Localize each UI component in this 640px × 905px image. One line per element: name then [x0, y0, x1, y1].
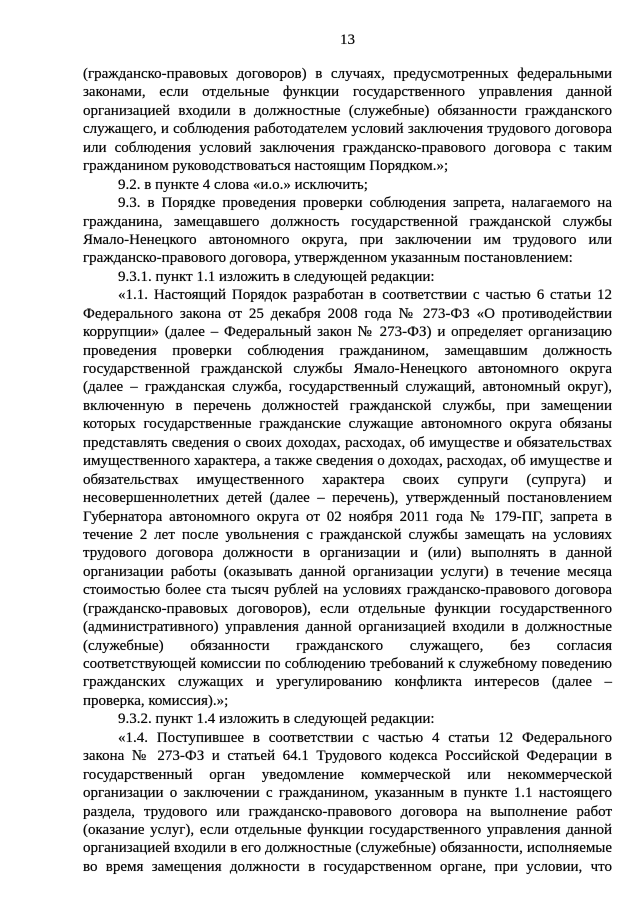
text-line: организацией входили в его должностные (служебные) обязанности, исполняемые	[83, 840, 612, 857]
paragraph	[83, 286, 612, 710]
text-line: гражданских служащих и урегулированию конфликта интересов (далее –	[83, 674, 612, 691]
text-line: (оказание услуг), если отдельные функции государственного управления данной	[83, 821, 612, 838]
paragraph	[83, 729, 612, 877]
text-line: (гражданско-правовых договоров) в случаях, предусмотренных федеральными	[83, 66, 612, 82]
text-line: включенную в перечень должностей гражданской службы, при замещении	[83, 397, 612, 414]
text-line: гражданско-правового договора, утвержденном указанным постановлением:	[83, 250, 573, 267]
text-line: или соблюдения условий заключения гражданско-правового договора с таким	[83, 139, 612, 156]
text-line: законами, если отдельные функции государственного управления данной	[83, 84, 612, 101]
paragraph	[83, 194, 612, 268]
text-line: организации о заключении с гражданином, указанным в пункте 1.1 настоящего	[83, 785, 612, 802]
paragraph	[83, 176, 612, 194]
text-line: обязательствах имущественного характера своих супруги (супруга) и	[83, 471, 612, 488]
paragraph	[83, 710, 612, 728]
text-line: 9.3.2. пункт 1.4 изложить в следующей редакции:	[118, 711, 435, 728]
text-line: государственной гражданской службы Ямало-Ненецкого автономного округа	[83, 361, 612, 377]
text-line: которых государственные гражданские служащие автономного округа обязаны	[83, 416, 612, 433]
text-line: 9.2. в пункте 4 слова «и.о.» исключить;	[118, 176, 368, 193]
text-line: соответствующей комиссии по соблюдению требований к служебному поведению	[83, 656, 612, 672]
text-line: 9.3. в Порядке проведения проверки соблюдения запрета, налагаемого на	[118, 195, 612, 212]
text-line: гражданином руководствоваться настоящим Порядком.»;	[83, 158, 449, 175]
text-line: (административного) управления данной организацией входили в должностные	[83, 619, 612, 636]
page-number: 13	[340, 32, 355, 48]
text-line: проверка, комиссия).»;	[83, 692, 229, 709]
document-body	[83, 65, 612, 876]
text-line: закона № 273-ФЗ и статьей 64.1 Трудового кодекса Российской Федерации в	[83, 748, 612, 765]
text-line: гражданина, замещавшего должность государственной гражданской службы	[83, 213, 612, 230]
text-line: «1.4. Поступившее в соответствии с частью 4 статьи 12 Федерального	[118, 729, 612, 746]
text-line: Губернатора автономного округа от 02 ноября 2011 года № 179-ПГ, запрета в	[83, 508, 612, 525]
text-line: трудового договора должности в организации и (или) выполнять в данной	[83, 545, 612, 562]
text-line: представлять сведения о своих доходах, расходах, об имуществе и обязательствах	[83, 434, 612, 451]
text-line: государственный орган уведомление коммерческой или некоммерческой	[83, 766, 612, 783]
text-line: Федерального закона от 25 декабря 2008 года № 273-ФЗ «О противодействии	[83, 305, 612, 322]
text-line: (далее – гражданская служба, государственный служащий, автономный округ),	[83, 379, 612, 396]
text-line: (гражданско-правовых договоров), если отдельные функции государственного	[83, 600, 612, 617]
text-line: стоимостью более ста тысяч рублей на условиях гражданско-правового договора	[83, 582, 612, 599]
text-line: раздела, трудового или гражданско-правового договора на выполнение работ	[83, 803, 612, 820]
text-line: служащего, и соблюдения работодателем условий заключения трудового договора	[83, 121, 612, 138]
text-line: (служебные) обязанности гражданского служащего, без согласия	[83, 637, 612, 654]
text-line: во время замещения должности в государственном органе, при условии, что	[83, 858, 612, 875]
text-line: «1.1. Настоящий Порядок разработан в соответствии с частью 6 статьи 12	[118, 287, 612, 304]
paragraph	[83, 268, 612, 286]
text-line: организации работы (оказывать данной организации услуги) в течение месяца	[83, 563, 612, 580]
paragraph	[83, 65, 612, 176]
text-line: течение 2 лет после увольнения с гражданской службы замещать на условиях	[83, 526, 612, 543]
text-line: коррупции» (далее – Федеральный закон № 273-ФЗ) и определяет организацию	[83, 324, 612, 341]
text-line: организацией входили в должностные (служебные) обязанности гражданского	[83, 102, 612, 119]
text-line: проведения проверки соблюдения гражданином, замещавшим должность	[83, 342, 612, 359]
text-line: несовершеннолетних детей (далее – перечень), утвержденный постановлением	[83, 490, 612, 507]
text-line: имущественного характера, а также сведения о доходах, расходах, об имуществе и	[83, 453, 612, 470]
text-line: Ямало-Ненецкого автономного округа, при заключении им трудового или	[83, 231, 612, 248]
text-line: 9.3.1. пункт 1.1 изложить в следующей редакции:	[118, 268, 435, 285]
